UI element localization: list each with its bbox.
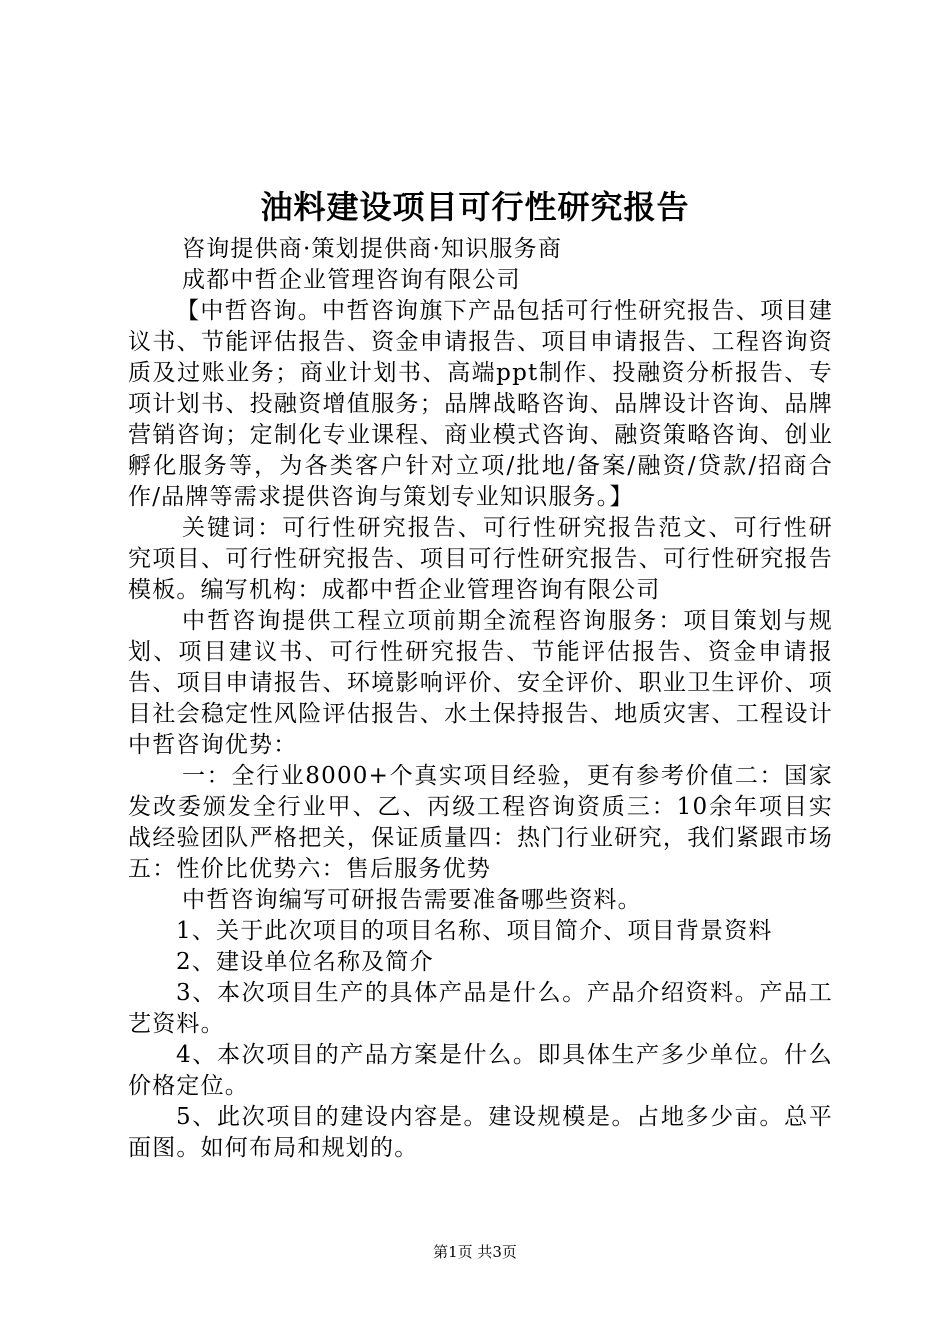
document-title: 油料建设项目可行性研究报告 (260, 188, 690, 226)
document-body (128, 234, 833, 1164)
paragraph-materials-heading: 中哲咨询编写可研报告需要准备哪些资料。 (182, 887, 642, 913)
list-item-2: 2、建设单位名称及简介 (176, 949, 434, 975)
paragraph-advantages: 一：全行业8000+个真实项目经验，更有参考价值二：国家发改委颁发全行业甲、乙、丙级工程咨询资质三：10余年项目实战经验团队严格把关，保证质量四：热门行业研究，我们紧跟市场五：性价比优势六：售后服务优势 (128, 763, 833, 882)
paragraph-company: 成都中哲企业管理咨询有限公司 (182, 267, 521, 293)
paragraph-tagline: 咨询提供商·策划提供商·知识服务商 (182, 236, 563, 262)
list-item-1: 1、关于此次项目的项目名称、项目简介、项目背景资料 (176, 918, 773, 944)
list-item-4: 4、本次项目的产品方案是什么。即具体生产多少单位。什么价格定位。 (128, 1042, 833, 1099)
page-number-footer: 第1页 共3页 (433, 1243, 517, 1261)
list-item-3: 3、本次项目生产的具体产品是什么。产品介绍资料。产品工艺资料。 (128, 980, 833, 1037)
paragraph-keywords: 关键词：可行性研究报告、可行性研究报告范文、可行性研究项目、可行性研究报告、项目可行性研究报告、可行性研究报告模板。编写机构：成都中哲企业管理咨询有限公司 (128, 515, 833, 603)
paragraph-intro: 【中哲咨询。中哲咨询旗下产品包括可行性研究报告、项目建议书、节能评估报告、资金申请报告、项目申请报告、工程咨询资质及过账业务；商业计划书、高端ppt制作、投融资分析报告、专项计划书、投融资增值服务；品牌战略咨询、品牌设计咨询、品牌营销咨询；定制化专业课程、商业模式咨询、融资策略咨询、创业孵化服务等，为各类客户针对立项/批地/备案/融资/贷款/招商合作/品牌等需求提供咨询与策划专业知识服务。】 (128, 298, 833, 510)
list-item-5: 5、此次项目的建设内容是。建设规模是。占地多少亩。总平面图。如何布局和规划的。 (128, 1104, 833, 1161)
paragraph-services: 中哲咨询提供工程立项前期全流程咨询服务：项目策划与规划、项目建议书、可行性研究报告、节能评估报告、资金申请报告、项目申请报告、环境影响评价、安全评价、职业卫生评价、项目社会稳定性风险评估报告、水土保持报告、地质灾害、工程设计中哲咨询优势： (128, 608, 833, 758)
